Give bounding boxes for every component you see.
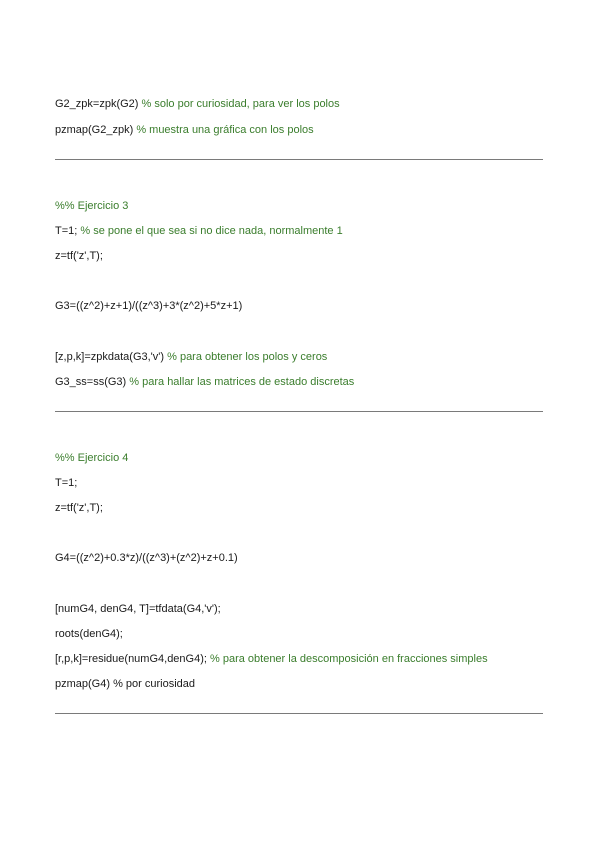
code-text: G3_ss=ss(G3) <box>55 376 130 388</box>
code-text: G2_zpk=zpk(G2) <box>55 98 142 110</box>
code-text: G3=((z^2)+z+1)/((z^3)+3*(z^2)+5*z+1) <box>55 300 243 312</box>
code-text: z=tf('z',T); <box>55 250 103 262</box>
code-line-pzmap-g2 <box>55 123 314 137</box>
code-comment: % solo por curiosidad, para ver los polos <box>141 98 340 110</box>
code-line-t-ej4 <box>55 476 77 490</box>
code-line-residue <box>55 652 488 666</box>
code-comment: % para hallar las matrices de estado discretas <box>129 376 355 388</box>
code-line-zpkdata <box>55 350 327 364</box>
code-text: [r,p,k]=residue(numG4,denG4); <box>55 653 210 665</box>
code-text: G4=((z^2)+0.3*z)/((z^3)+(z^2)+z+0.1) <box>55 552 238 564</box>
code-text: T=1; <box>55 477 78 489</box>
code-text: pzmap(G2_zpk) <box>55 124 137 136</box>
code-text: pzmap(G4) % por curiosidad <box>55 678 196 690</box>
code-line-g3 <box>55 299 242 313</box>
code-line-t-ej3 <box>55 224 343 238</box>
code-comment: %% Ejercicio 3 <box>55 200 129 212</box>
code-comment: % para obtener los polos y ceros <box>167 351 328 363</box>
code-line-tfdata <box>55 602 221 616</box>
code-line-g4 <box>55 551 238 565</box>
code-line-z-tf-ej3 <box>55 249 103 263</box>
code-text: T=1; <box>55 225 81 237</box>
code-text: [z,p,k]=zpkdata(G3,'v') <box>55 351 168 363</box>
section-header-ejercicio-4 <box>55 451 128 465</box>
code-text: roots(denG4); <box>55 628 123 640</box>
code-line-pzmap-g4 <box>55 677 195 691</box>
code-comment: % muestra una gráfica con los polos <box>136 124 314 136</box>
code-comment: % para obtener la descomposición en fracciones simples <box>210 653 488 665</box>
separator-line <box>55 411 543 412</box>
code-line-g2-zpk <box>55 97 340 111</box>
code-line-roots <box>55 627 123 641</box>
code-comment: %% Ejercicio 4 <box>55 452 129 464</box>
code-text: [numG4, denG4, T]=tfdata(G4,'v'); <box>55 603 221 615</box>
code-line-g3-ss <box>55 375 354 389</box>
code-line-z-tf-ej4 <box>55 501 103 515</box>
separator-line <box>55 159 543 160</box>
code-text: z=tf('z',T); <box>55 502 103 514</box>
code-comment: % se pone el que sea si no dice nada, normalmente 1 <box>80 225 343 237</box>
section-header-ejercicio-3 <box>55 199 128 213</box>
separator-line <box>55 713 543 714</box>
